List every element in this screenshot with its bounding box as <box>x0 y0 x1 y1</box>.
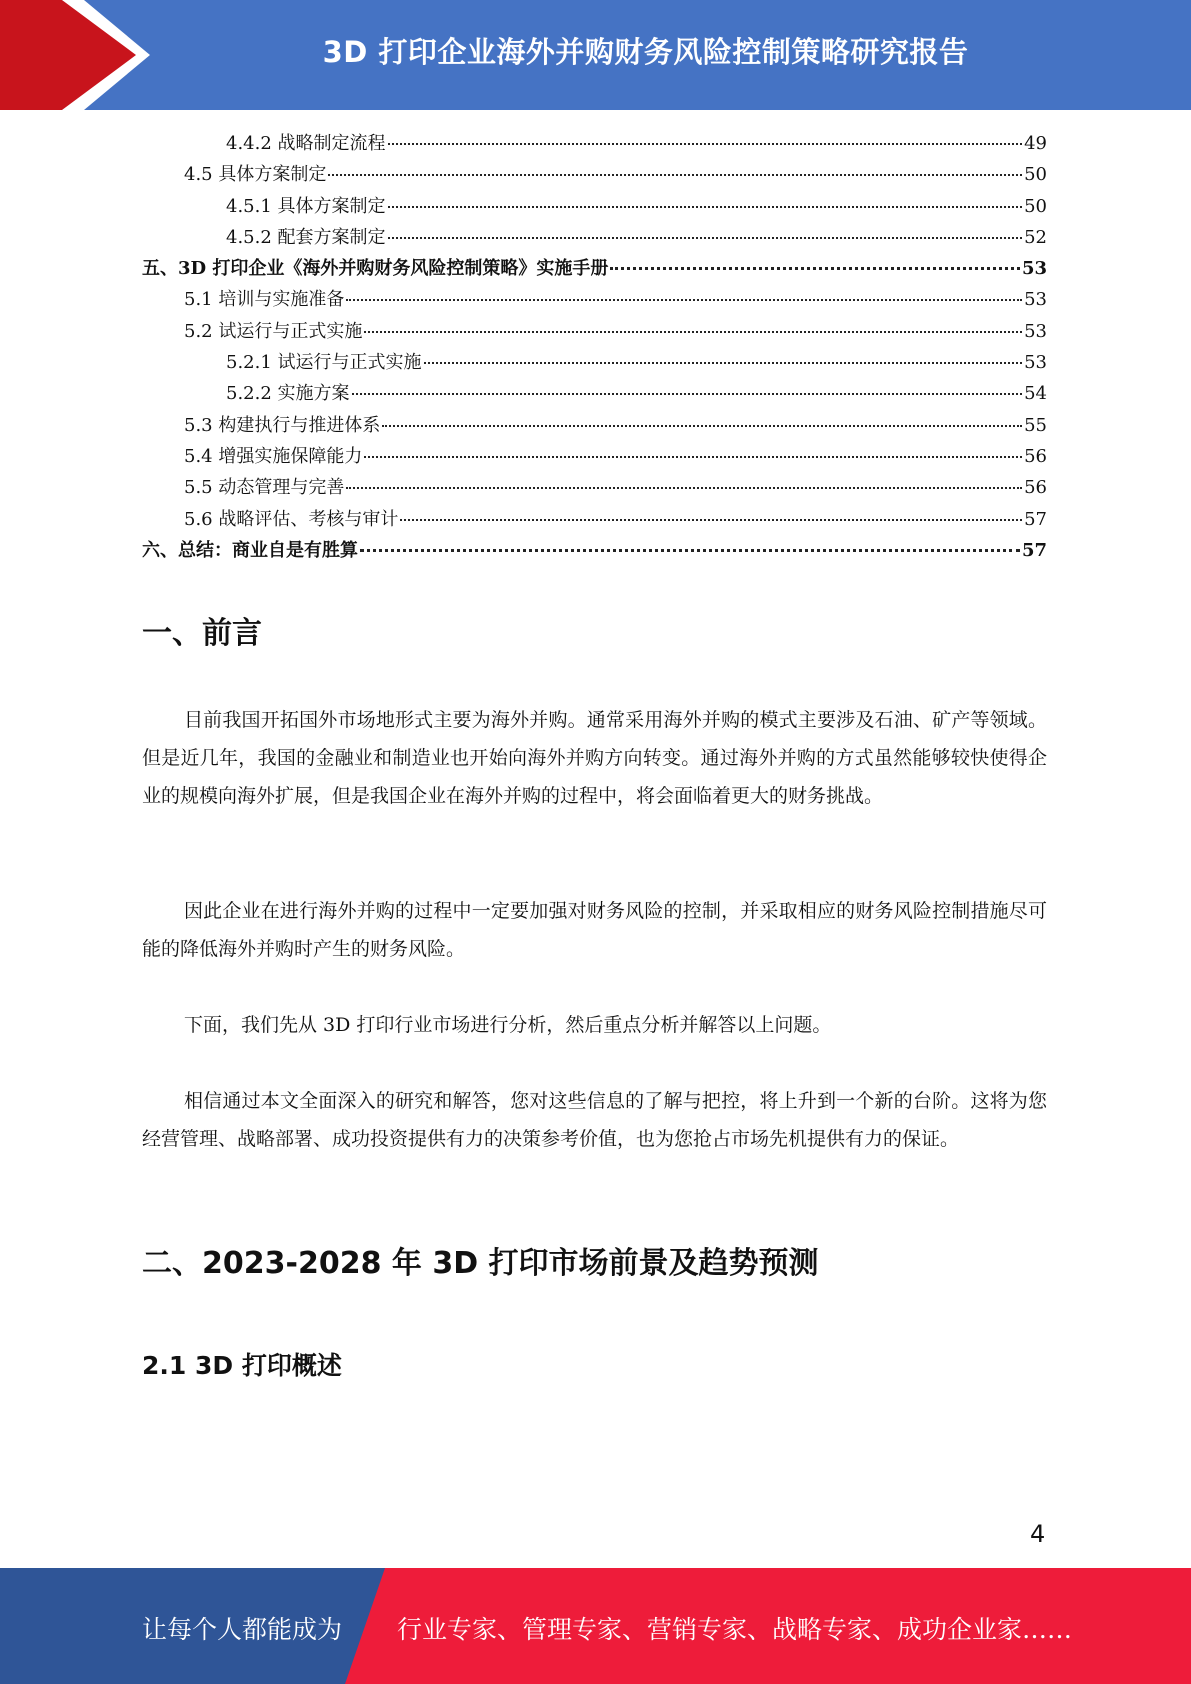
toc-entry-label: 5.6 战略评估、考核与审计 <box>184 508 399 530</box>
toc-entry-page: 50 <box>1024 164 1047 186</box>
page-number: 4 <box>1030 1520 1046 1548</box>
toc-entry[interactable] <box>142 254 1047 285</box>
toc-entry-label: 5.4 增强实施保障能力 <box>184 445 363 467</box>
toc-entry-page: 53 <box>1021 258 1047 280</box>
toc-entry-label: 5.2 试运行与正式实施 <box>184 320 363 342</box>
toc-entry-page: 56 <box>1024 445 1047 467</box>
toc-leader-dots <box>382 425 1022 427</box>
page-header <box>0 0 1191 110</box>
toc-entry-page: 57 <box>1024 508 1047 530</box>
toc-leader-dots <box>346 487 1022 489</box>
toc-entry[interactable] <box>142 223 1047 254</box>
page-footer <box>0 1568 1191 1684</box>
toc-entry[interactable] <box>142 411 1047 442</box>
toc-entry[interactable] <box>142 442 1047 473</box>
toc-entry-label: 5.2.1 试运行与正式实施 <box>226 352 422 374</box>
toc-entry-page: 53 <box>1024 289 1047 311</box>
toc-leader-dots <box>364 456 1022 458</box>
toc-entry[interactable] <box>142 129 1047 160</box>
toc-entry-page: 57 <box>1021 539 1047 561</box>
toc-entry-page: 56 <box>1024 477 1047 499</box>
toc-entry-label: 4.5.2 配套方案制定 <box>226 226 386 248</box>
toc-entry-page: 49 <box>1024 133 1047 154</box>
toc-leader-dots <box>388 206 1023 208</box>
body-paragraph: 下面，我们先从 3D 打印行业市场进行分析，然后重点分析并解答以上问题。 <box>184 1014 832 1036</box>
market-section-heading: 二、2023-2028 年 3D 打印市场前景及趋势预测 <box>142 1246 819 1281</box>
body-paragraph: 因此企业在进行海外并购的过程中一定要加强对财务风险的控制，并采取相应的财务风险控制措施尽可能的降低海外并购时产生的财务风险。 <box>142 900 1047 960</box>
toc-entry-page: 53 <box>1024 320 1047 342</box>
toc-leader-dots <box>360 549 1020 552</box>
toc-entry[interactable] <box>142 317 1047 348</box>
toc-leader-dots <box>610 267 1020 270</box>
toc-entry-label: 5.1 培训与实施准备 <box>184 289 345 311</box>
toc-entry[interactable] <box>142 285 1047 316</box>
toc-entry-page: 50 <box>1024 195 1047 217</box>
toc-entry-label: 4.4.2 战略制定流程 <box>226 133 386 154</box>
toc-leader-dots <box>346 299 1022 301</box>
toc-entry-page: 52 <box>1024 226 1047 248</box>
toc-entry-label: 五、3D 打印企业《海外并购财务风险控制策略》实施手册 <box>142 258 609 280</box>
toc-leader-dots <box>328 174 1022 176</box>
body-paragraph: 目前我国开拓国外市场地形式主要为海外并购。通常采用海外并购的模式主要涉及石油、矿产等领域。但是近几年，我国的金融业和制造业也开始向海外并购方向转变。通过海外并购的方式虽然能够较快使得企业的规模向海外扩展，但是我国企业在海外并购的过程中，将会面临着更大的财务挑战。 <box>142 709 1047 807</box>
toc-entry[interactable] <box>142 192 1047 223</box>
toc-entry-page: 54 <box>1024 383 1047 405</box>
toc-leader-dots <box>364 331 1022 333</box>
toc-entry-label: 4.5 具体方案制定 <box>184 164 327 186</box>
table-of-contents <box>142 129 1047 567</box>
toc-leader-dots <box>424 362 1023 364</box>
report-title: 3D 打印企业海外并购财务风险控制策略研究报告 <box>322 35 969 69</box>
subsection-heading: 2.1 3D 打印概述 <box>142 1351 342 1380</box>
toc-leader-dots <box>352 393 1023 395</box>
toc-entry-label: 5.3 构建执行与推进体系 <box>184 414 381 436</box>
toc-entry[interactable] <box>142 348 1047 379</box>
toc-entry-label: 5.2.2 实施方案 <box>226 383 350 405</box>
footer-slogan-right: 行业专家、管理专家、营销专家、战略专家、成功企业家…… <box>397 1615 1073 1644</box>
body-paragraph: 相信通过本文全面深入的研究和解答，您对这些信息的了解与把控，将上升到一个新的台阶。这将为您经营管理、战略部署、成功投资提供有力的决策参考价值，也为您抢占市场先机提供有力的保证。 <box>142 1090 1047 1150</box>
toc-entry-label: 4.5.1 具体方案制定 <box>226 195 386 217</box>
toc-entry-page: 53 <box>1024 352 1047 374</box>
footer-slogan-left: 让每个人都能成为 <box>142 1615 343 1644</box>
toc-entry[interactable] <box>142 505 1047 536</box>
preface-heading: 一、前言 <box>142 616 262 651</box>
toc-entry-label: 5.5 动态管理与完善 <box>184 477 345 499</box>
toc-entry[interactable] <box>142 160 1047 191</box>
toc-leader-dots <box>388 237 1023 239</box>
toc-entry-page: 55 <box>1024 414 1047 436</box>
toc-entry[interactable] <box>142 536 1047 567</box>
toc-entry[interactable] <box>142 379 1047 410</box>
toc-leader-dots <box>400 519 1022 521</box>
toc-entry[interactable] <box>142 473 1047 504</box>
toc-leader-dots <box>388 143 1023 145</box>
toc-entry-label: 六、总结：商业自是有胜算 <box>142 539 358 561</box>
